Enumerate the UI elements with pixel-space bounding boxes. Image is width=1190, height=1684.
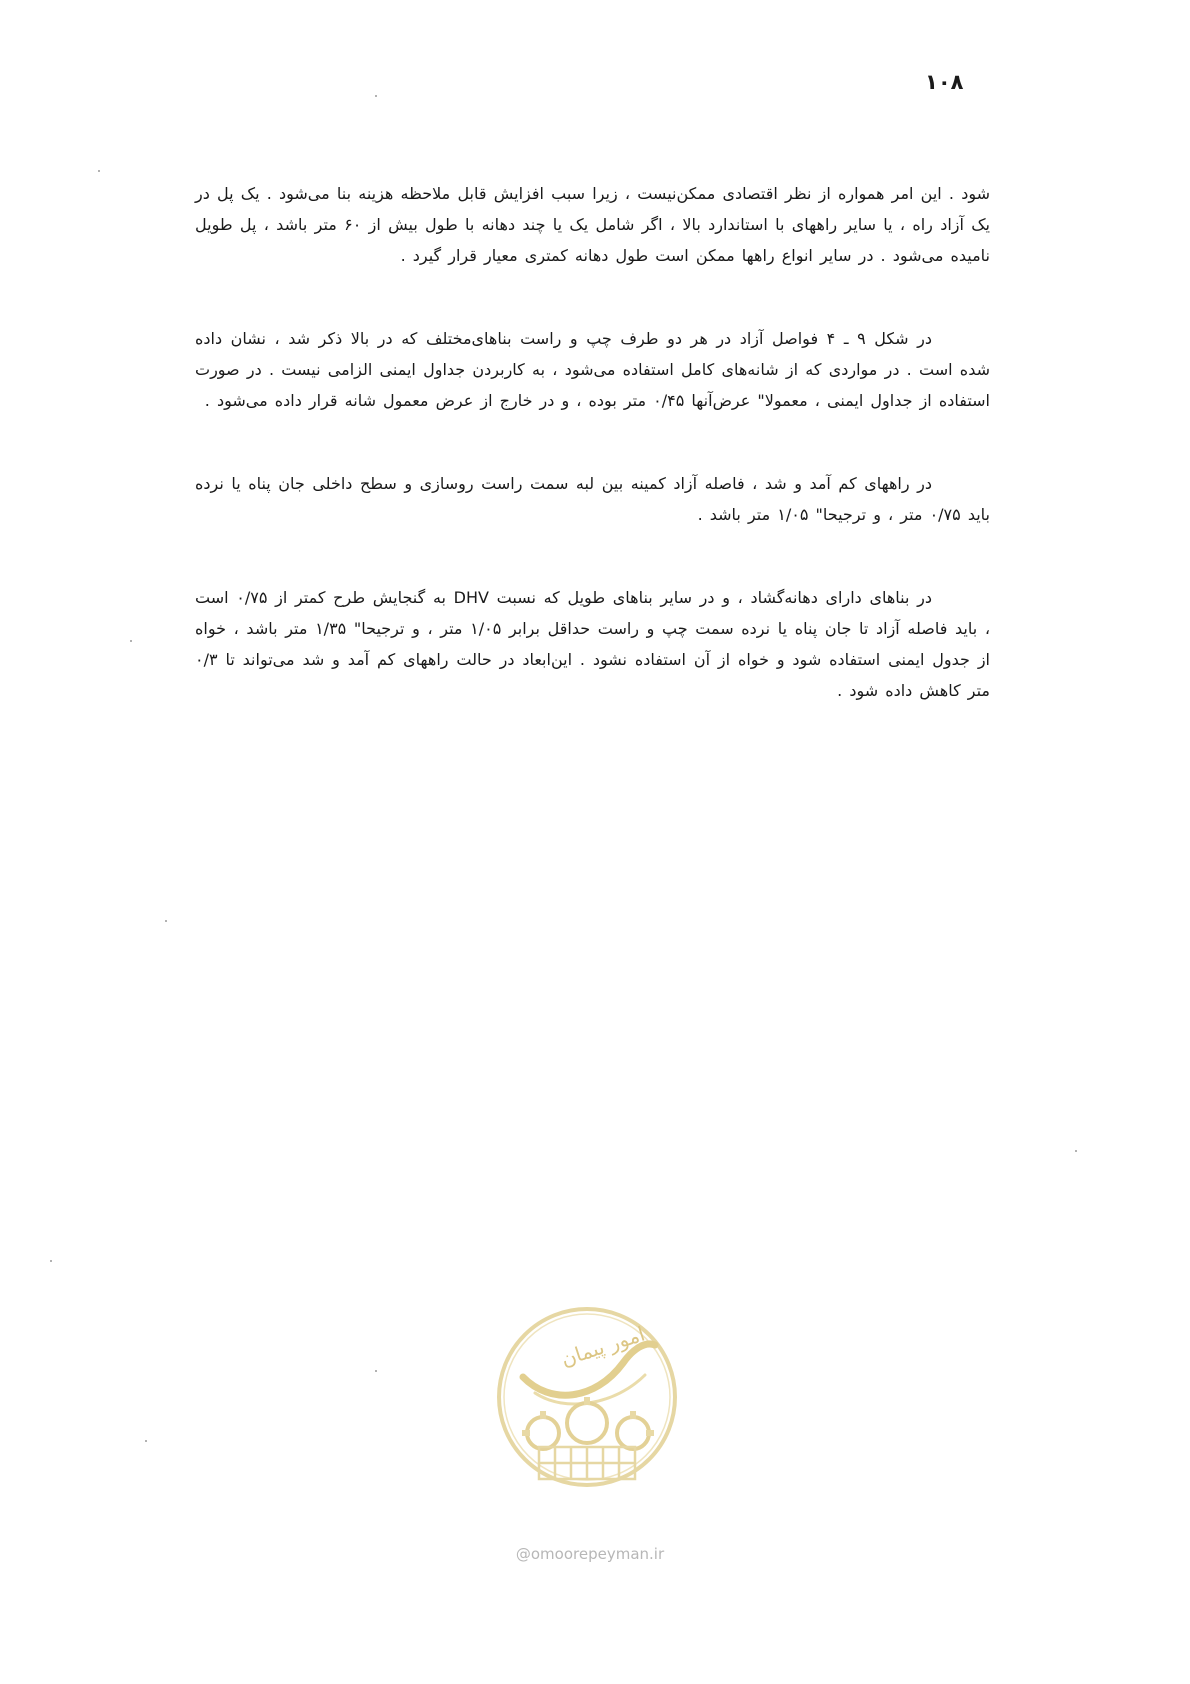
scan-speck [130, 640, 132, 642]
paragraph-4: در بناهای دارای دهانه‌گشاد ، و در سایر بناهای طویل که نسبت DHV به گنجایش طرح کمتر از ۰/۷۵ است ، باید فاصله آزاد تا جان پناه یا نرده سمت چپ و راست حداقل برابر ۱/۰۵ متر ، و ترجیحا" ۱/۳۵ متر باشد ، خواه از جدول ایمنی استفاده شود و خواه از آن استفاده نشود . این‌ابعاد در حالت راههای کم آمد و شد می‌تواند تا ۰/۳ متر کاهش داده شود . [195, 588, 990, 700]
scan-speck [375, 95, 377, 97]
scan-speck [1075, 1150, 1077, 1152]
watermark-logo-text: امور پیمان [557, 1321, 648, 1372]
page-number: ۱۰۸ [925, 70, 964, 94]
paragraph-3: در راههای کم آمد و شد ، فاصله آزاد کمینه بین لبه سمت راست روسازی و سطح داخلی جان پناه یا نرده باید ۰/۷۵ متر ، و ترجیحا" ۱/۰۵ متر باشد . [195, 474, 990, 524]
scan-speck [165, 920, 167, 922]
document-body [195, 178, 990, 758]
watermark-logo [495, 1305, 679, 1489]
scan-speck [50, 1260, 52, 1262]
scan-speck [375, 1370, 377, 1372]
scan-speck [98, 170, 100, 172]
paragraph-1: شود . این امر همواره از نظر اقتصادی ممکن‌نیست ، زیرا سبب افزایش قابل ملاحظه هزینه بنا می‌شود . یک پل در یک آزاد راه ، یا سایر راههای با استاندارد بالا ، اگر شامل یک یا چند دهانه با طول بیش از ۶۰ متر باشد ، پل طویل نامیده می‌شود . در سایر انواع راهها ممکن است طول دهانه کمتری معیار قرار گیرد . [195, 184, 991, 265]
scan-speck [145, 1440, 147, 1442]
paragraph-2: در شکل ۹ ـ ۴ فواصل آزاد در هر دو طرف چپ و راست بناهای‌مختلف که در بالا ذکر شد ، نشان داده شده است . در مواردی که از شانه‌های کامل استفاده می‌شود ، به کاربردن جداول ایمنی الزامی نیست . در صورت استفاده از جداول ایمنی ، معمولا" عرض‌آنها ۰/۴۵ متر بوده ، و در خارج از عرض معمول شانه قرار داده می‌شود . [195, 329, 990, 410]
watermark-url: @omoorepeyman.ir [515, 1545, 665, 1563]
